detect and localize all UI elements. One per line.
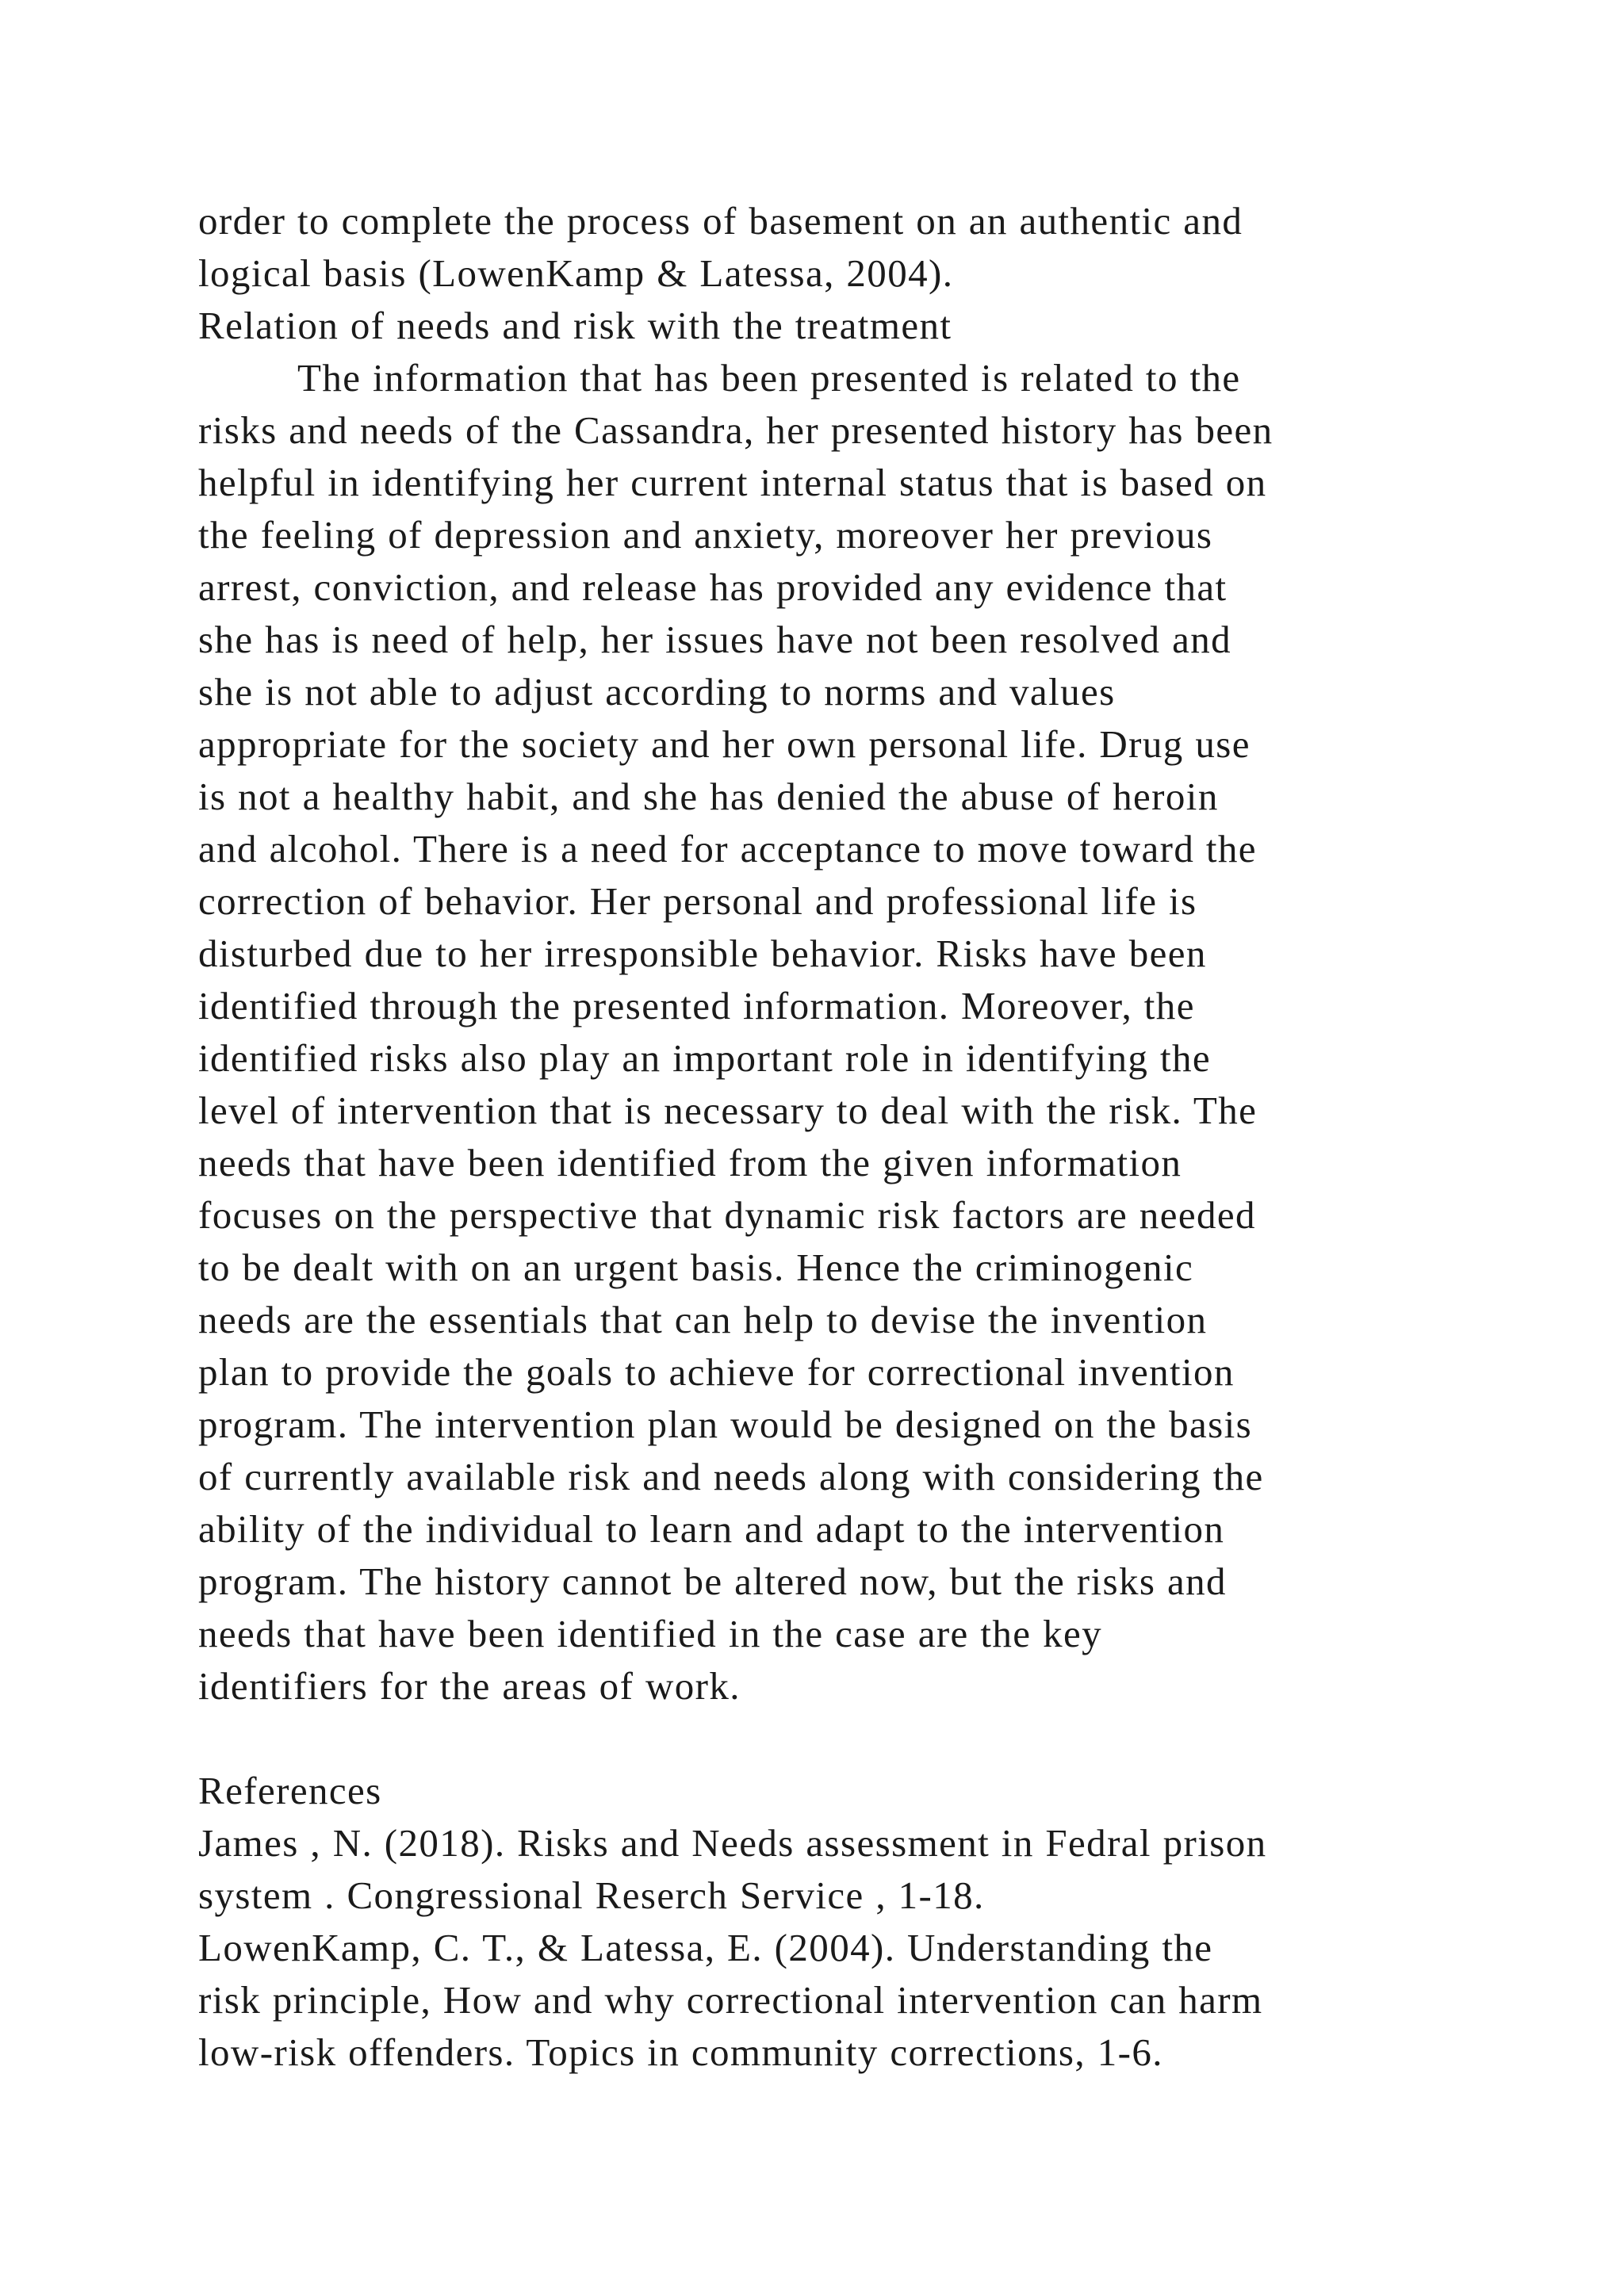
section-heading: Relation of needs and risk with the treatment (198, 304, 952, 347)
paragraph-line: helpful in identifying her current internal status that is based on (198, 461, 1267, 504)
paragraph-line: appropriate for the society and her own personal life. Drug use (198, 722, 1251, 766)
intro-line: logical basis (LowenKamp & Latessa, 2004). (198, 251, 954, 295)
paragraph-line: plan to provide the goals to achieve for correctional invention (198, 1350, 1235, 1394)
paragraph-line: of currently available risk and needs along with considering the (198, 1455, 1264, 1498)
paragraph-line: is not a healthy habit, and she has denied the abuse of heroin (198, 775, 1219, 818)
paragraph-line: needs that have been identified from the given information (198, 1141, 1182, 1184)
paragraph-line: ability of the individual to learn and adapt to the intervention (198, 1507, 1225, 1551)
blank-line (198, 1712, 1499, 1765)
paragraph-line: disturbed due to her irresponsible behavior. Risks have been (198, 932, 1207, 975)
document-page (198, 195, 1499, 2079)
paragraph-line: correction of behavior. Her personal and professional life is (198, 879, 1197, 923)
paragraph-line: and alcohol. There is a need for acceptance to move toward the (198, 827, 1257, 871)
reference-line: low-risk offenders. Topics in community corrections, 1-6. (198, 2030, 1163, 2074)
paragraph-line: level of intervention that is necessary to deal with the risk. The (198, 1089, 1258, 1132)
paragraph-line: identified risks also play an important role in identifying the (198, 1036, 1212, 1080)
body-paragraph (198, 352, 1499, 1712)
reference-line: system . Congressional Reserch Service , 1-18. (198, 1873, 985, 1917)
paragraph-line: The information that has been presented is related to the (297, 356, 1241, 400)
paragraph-line: to be dealt with on an urgent basis. Hence the criminogenic (198, 1246, 1194, 1289)
references-heading: References (198, 1769, 382, 1812)
paragraph-line: program. The history cannot be altered now, but the risks and (198, 1559, 1227, 1603)
reference-list (198, 1817, 1499, 2079)
paragraph-line: needs that have been identified in the case are the key (198, 1612, 1103, 1655)
intro-line: order to complete the process of basement on an authentic and (198, 199, 1243, 243)
reference-line: LowenKamp, C. T., & Latessa, E. (2004). Understanding the (198, 1926, 1213, 1969)
paragraph-line: focuses on the perspective that dynamic risk factors are needed (198, 1193, 1256, 1237)
reference-line: James , N. (2018). Risks and Needs assessment in Fedral prison (198, 1821, 1267, 1865)
paragraph-line: needs are the essentials that can help to devise the invention (198, 1298, 1208, 1341)
reference-line: risk principle, How and why correctional intervention can harm (198, 1978, 1263, 2022)
paragraph-line: identifiers for the areas of work. (198, 1664, 741, 1708)
paragraph-line: risks and needs of the Cassandra, her presented history has been (198, 408, 1274, 452)
paragraph-line: program. The intervention plan would be designed on the basis (198, 1402, 1253, 1446)
paragraph-line: the feeling of depression and anxiety, moreover her previous (198, 513, 1213, 557)
paragraph-line: she has is need of help, her issues have not been resolved and (198, 618, 1232, 661)
paragraph-line: identified through the presented information. Moreover, the (198, 984, 1195, 1027)
paragraph-line: she is not able to adjust according to norms and values (198, 670, 1116, 714)
paragraph-line: arrest, conviction, and release has provided any evidence that (198, 565, 1228, 609)
